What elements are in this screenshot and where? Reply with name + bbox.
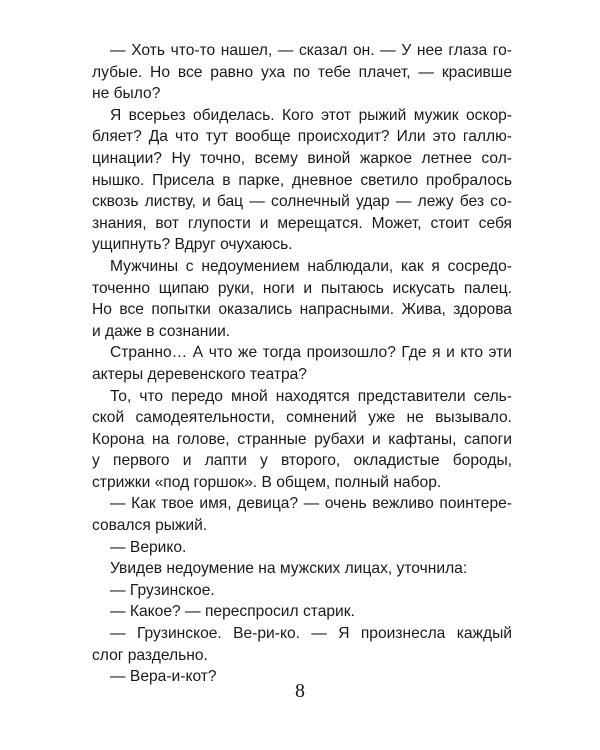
text-line: не было?	[92, 85, 161, 103]
paragraph	[92, 105, 512, 256]
text-block	[92, 40, 512, 688]
paragraph	[92, 601, 512, 623]
text-line: актеры деревенского театра?	[92, 365, 307, 383]
text-line: Странно… А что же тогда произошло? Где я и кто эти	[110, 344, 512, 362]
paragraph	[92, 493, 512, 536]
text-line: цинации? Ну точно, всему виной жаркое летнее сол-	[92, 149, 512, 167]
page-number: 8	[295, 680, 305, 702]
text-line: Я всерьез обиделась. Кого этот рыжий мужик оскор-	[110, 106, 512, 124]
text-line: стрижки «под горшок». В общем, полный набор.	[92, 473, 442, 491]
text-line: у первого и лапти у второго, окладистые бороды,	[92, 452, 512, 470]
text-line: — Вера-и-кот?	[110, 668, 217, 686]
text-line: — Грузинское.	[110, 581, 215, 599]
text-line: совался рыжий.	[92, 517, 208, 535]
text-line: ской самодеятельности, сомнений уже не вызывало.	[92, 409, 512, 427]
text-line: Увидев недоумение на мужских лицах, уточнила:	[110, 560, 468, 578]
text-line: Но все попытки оказались напрасными. Жива, здорова	[92, 301, 512, 319]
text-line: сквозь листву, и бац — солнечный удар — лежу без со-	[92, 193, 512, 211]
paragraph	[92, 40, 512, 105]
text-line: Мужчины с недоумением наблюдали, как я сосредо-	[110, 257, 512, 275]
text-line: — Хоть что-то нашел, — сказал он. — У нее глаза го-	[110, 42, 512, 59]
text-line: Корона на голове, странные рубахи и кафтаны, сапоги	[92, 430, 512, 448]
text-line: лубые. Но все равно уха по тебе плачет, — красивше	[92, 63, 512, 81]
paragraph	[92, 537, 512, 559]
text-line: — Верико.	[110, 538, 187, 556]
text-line: — Какое? — переспросил старик.	[110, 603, 355, 621]
text-line: — Грузинское. Ве-ри-ко. — Я произнесла каждый	[110, 625, 512, 643]
text-line: нышко. Присела в парке, дневное светило пробралось	[92, 171, 512, 189]
paragraph	[92, 623, 512, 666]
text-line: знания, вот глупости и мерещатся. Может, стоит себя	[92, 214, 512, 232]
text-line: ущипнуть? Вдруг очухаюсь.	[92, 236, 293, 254]
text-line: бляет? Да что тут вообще происходит? Или это галлю-	[92, 128, 512, 146]
text-line: точенно щипаю руки, ноги и пытаюсь искусать палец.	[92, 279, 512, 297]
paragraph	[92, 342, 512, 385]
paragraph	[92, 580, 512, 602]
paragraph	[92, 558, 512, 580]
text-line: и даже в сознании.	[92, 322, 231, 340]
paragraph	[92, 256, 512, 342]
paragraph	[92, 386, 512, 494]
text-line: слог раздельно.	[92, 646, 208, 664]
text-line: — Как твое имя, девица? — очень вежливо поинтере-	[110, 495, 512, 513]
text-line: То, что передо мной находятся представители сель-	[110, 387, 512, 405]
